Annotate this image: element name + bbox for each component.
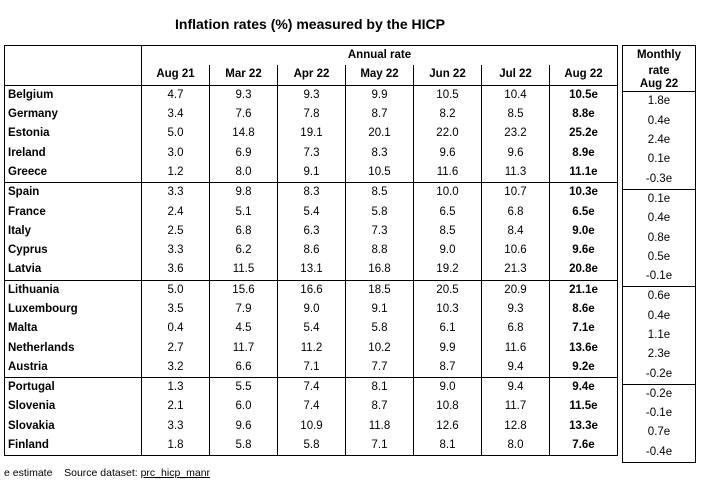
value-cell: 9.9 (346, 85, 414, 105)
value-cell: 11.6 (414, 163, 482, 183)
value-cell: 23.2 (482, 124, 550, 143)
table-row (623, 267, 696, 287)
value-cell: 20.9 (482, 280, 550, 300)
value-cell: 19.2 (414, 260, 482, 280)
table-row (5, 241, 618, 260)
table-row (5, 397, 618, 416)
value-cell: 7.6e (550, 436, 618, 456)
monthly-value-cell: -0.1e (623, 404, 696, 423)
table-row (623, 287, 696, 307)
value-cell: 6.8 (482, 202, 550, 221)
value-cell: 3.2 (142, 358, 210, 378)
table-row (5, 202, 618, 221)
value-cell: 10.9 (278, 417, 346, 436)
estimate-note: e estimate (4, 467, 53, 479)
value-cell: 7.7 (346, 358, 414, 378)
monthly-value-cell: 0.1e (623, 150, 696, 169)
value-cell: 10.3 (414, 300, 482, 319)
value-cell: 8.5 (414, 222, 482, 241)
value-cell: 9.0 (414, 378, 482, 398)
monthly-header (623, 46, 696, 66)
table-row (5, 436, 618, 456)
value-cell: 9.4 (482, 358, 550, 378)
value-cell: 5.5 (210, 378, 278, 398)
table-row (623, 423, 696, 442)
monthly-rate-table (622, 45, 696, 463)
value-cell: 11.5e (550, 397, 618, 416)
value-cell: 11.6 (482, 338, 550, 357)
country-cell: Belgium (5, 85, 142, 105)
value-cell: 7.8 (278, 105, 346, 124)
value-cell: 20.8e (550, 260, 618, 280)
value-cell: 6.6 (210, 358, 278, 378)
value-cell: 15.6 (210, 280, 278, 300)
table-row (623, 364, 696, 384)
value-cell: 4.5 (210, 319, 278, 338)
value-cell: 8.4 (482, 222, 550, 241)
value-cell: 20.1 (346, 124, 414, 143)
annual-rate-header: Annual rate (142, 46, 618, 66)
annual-rate-table (4, 45, 618, 456)
value-cell: 9.2e (550, 358, 618, 378)
footer-note (4, 467, 210, 479)
value-cell: 20.5 (414, 280, 482, 300)
value-cell: 13.6e (550, 338, 618, 357)
monthly-column-label: Aug 22 (639, 78, 679, 91)
value-cell: 9.6 (482, 143, 550, 162)
table-title: Inflation rates (%) measured by the HICP (175, 16, 445, 32)
value-cell: 10.7 (482, 183, 550, 203)
value-cell: 11.8 (346, 417, 414, 436)
value-cell: 19.1 (278, 124, 346, 143)
value-cell: 1.8 (142, 436, 210, 456)
monthly-value-cell: 0.6e (623, 287, 696, 307)
value-cell: 5.4 (278, 202, 346, 221)
value-cell: 12.6 (414, 417, 482, 436)
country-cell: Spain (5, 183, 142, 203)
monthly-header-line1: Monthly (636, 49, 682, 62)
value-cell: 11.7 (210, 338, 278, 357)
value-cell: 11.2 (278, 338, 346, 357)
monthly-value-cell: 0.4e (623, 307, 696, 326)
value-cell: 7.1e (550, 319, 618, 338)
value-cell: 8.0 (482, 436, 550, 456)
country-cell: Latvia (5, 260, 142, 280)
country-cell: France (5, 202, 142, 221)
value-cell: 8.7 (414, 358, 482, 378)
value-cell: 6.1 (414, 319, 482, 338)
monthly-value-cell: -0.4e (623, 443, 696, 463)
value-cell: 3.0 (142, 143, 210, 162)
value-cell: 6.5 (414, 202, 482, 221)
value-cell: 3.6 (142, 260, 210, 280)
value-cell: 7.1 (278, 358, 346, 378)
value-cell: 14.8 (210, 124, 278, 143)
table-row (5, 280, 618, 300)
value-cell: 6.3 (278, 222, 346, 241)
country-cell: Finland (5, 436, 142, 456)
value-cell: 8.8 (346, 241, 414, 260)
value-cell: 3.3 (142, 241, 210, 260)
table-row (5, 417, 618, 436)
monthly-value-cell: 1.1e (623, 326, 696, 345)
column-header: Aug 22 (550, 65, 618, 85)
country-cell: Estonia (5, 124, 142, 143)
value-cell: 6.0 (210, 397, 278, 416)
value-cell: 8.6e (550, 300, 618, 319)
value-cell: 3.3 (142, 183, 210, 203)
country-cell: Lithuania (5, 280, 142, 300)
table-row (623, 169, 696, 189)
monthly-value-cell: -0.2e (623, 364, 696, 384)
monthly-value-cell: 0.1e (623, 189, 696, 209)
table-row (623, 326, 696, 345)
value-cell: 10.2 (346, 338, 414, 357)
value-cell: 8.0 (210, 163, 278, 183)
table-row (623, 92, 696, 112)
table-row (5, 143, 618, 162)
column-header: Jul 22 (482, 65, 550, 85)
monthly-value-cell: -0.1e (623, 267, 696, 287)
table-row (5, 85, 618, 105)
value-cell: 9.1 (278, 163, 346, 183)
value-cell: 13.3e (550, 417, 618, 436)
value-cell: 21.1e (550, 280, 618, 300)
table-row (5, 183, 618, 203)
value-cell: 13.1 (278, 260, 346, 280)
value-cell: 9.4e (550, 378, 618, 398)
monthly-value-cell: -0.3e (623, 169, 696, 189)
table-row (5, 163, 618, 183)
monthly-rate-body (623, 92, 696, 463)
value-cell: 9.9 (414, 338, 482, 357)
country-cell: Italy (5, 222, 142, 241)
value-cell: 7.4 (278, 397, 346, 416)
value-cell: 10.3e (550, 183, 618, 203)
monthly-header-line2-cell (623, 65, 696, 92)
source-dataset-link[interactable]: prc_hicp_manr (140, 467, 211, 479)
value-cell: 7.9 (210, 300, 278, 319)
value-cell: 16.6 (278, 280, 346, 300)
monthly-header-line2: rate (648, 65, 670, 78)
country-cell: Portugal (5, 378, 142, 398)
value-cell: 0.4 (142, 319, 210, 338)
value-cell: 3.5 (142, 300, 210, 319)
monthly-value-cell: 0.7e (623, 423, 696, 442)
value-cell: 10.5 (346, 163, 414, 183)
value-cell: 2.5 (142, 222, 210, 241)
value-cell: 10.5e (550, 85, 618, 105)
value-cell: 11.5 (210, 260, 278, 280)
value-cell: 9.0e (550, 222, 618, 241)
table-row (623, 112, 696, 131)
value-cell: 7.6 (210, 105, 278, 124)
column-header: Jun 22 (414, 65, 482, 85)
country-cell: Malta (5, 319, 142, 338)
value-cell: 9.1 (346, 300, 414, 319)
value-cell: 10.6 (482, 241, 550, 260)
country-cell: Cyprus (5, 241, 142, 260)
value-cell: 9.3 (482, 300, 550, 319)
value-cell: 8.6 (278, 241, 346, 260)
table-row (623, 384, 696, 404)
value-cell: 9.0 (278, 300, 346, 319)
country-cell: Germany (5, 105, 142, 124)
table-row (5, 105, 618, 124)
country-cell: Netherlands (5, 338, 142, 357)
table-row (5, 260, 618, 280)
table-row (5, 358, 618, 378)
value-cell: 10.5 (414, 85, 482, 105)
table-row (623, 150, 696, 169)
value-cell: 5.4 (278, 319, 346, 338)
value-cell: 18.5 (346, 280, 414, 300)
monthly-value-cell: 2.4e (623, 131, 696, 150)
value-cell: 8.3 (278, 183, 346, 203)
value-cell: 6.8 (482, 319, 550, 338)
value-cell: 2.1 (142, 397, 210, 416)
country-cell: Greece (5, 163, 142, 183)
table-row (623, 307, 696, 326)
value-cell: 22.0 (414, 124, 482, 143)
monthly-value-cell: -0.2e (623, 384, 696, 404)
value-cell: 12.8 (482, 417, 550, 436)
value-cell: 5.8 (278, 436, 346, 456)
value-cell: 7.4 (278, 378, 346, 398)
country-header-cell (5, 46, 142, 66)
value-cell: 8.2 (414, 105, 482, 124)
value-cell: 10.8 (414, 397, 482, 416)
table-row (623, 209, 696, 228)
value-cell: 8.7 (346, 105, 414, 124)
value-cell: 11.3 (482, 163, 550, 183)
value-cell: 6.5e (550, 202, 618, 221)
value-cell: 8.5 (482, 105, 550, 124)
table-row (623, 345, 696, 364)
monthly-value-cell: 2.3e (623, 345, 696, 364)
country-cell: Slovenia (5, 397, 142, 416)
value-cell: 3.3 (142, 417, 210, 436)
value-cell: 2.4 (142, 202, 210, 221)
value-cell: 8.8e (550, 105, 618, 124)
table-row (623, 189, 696, 209)
table-row (623, 131, 696, 150)
value-cell: 8.9e (550, 143, 618, 162)
value-cell: 6.2 (210, 241, 278, 260)
value-cell: 3.4 (142, 105, 210, 124)
table-row (623, 228, 696, 247)
column-header-row (5, 65, 618, 85)
table-row (5, 319, 618, 338)
country-cell: Slovakia (5, 417, 142, 436)
monthly-value-cell: 0.4e (623, 209, 696, 228)
value-cell: 9.6 (414, 143, 482, 162)
value-cell: 9.3 (278, 85, 346, 105)
column-header: Mar 22 (210, 65, 278, 85)
country-cell: Luxembourg (5, 300, 142, 319)
country-cell: Ireland (5, 143, 142, 162)
value-cell: 4.7 (142, 85, 210, 105)
table-row (623, 443, 696, 463)
value-cell: 9.8 (210, 183, 278, 203)
table-row (5, 338, 618, 357)
value-cell: 5.8 (346, 202, 414, 221)
value-cell: 1.3 (142, 378, 210, 398)
monthly-value-cell: 0.4e (623, 112, 696, 131)
value-cell: 6.9 (210, 143, 278, 162)
table-row (5, 222, 618, 241)
value-cell: 9.6 (210, 417, 278, 436)
value-cell: 25.2e (550, 124, 618, 143)
value-cell: 9.6e (550, 241, 618, 260)
value-cell: 8.7 (346, 397, 414, 416)
value-cell: 9.0 (414, 241, 482, 260)
source-label: Source dataset: (64, 467, 138, 479)
table-row (5, 124, 618, 143)
value-cell: 11.7 (482, 397, 550, 416)
value-cell: 7.3 (346, 222, 414, 241)
annual-rate-body (5, 85, 618, 456)
value-cell: 11.1e (550, 163, 618, 183)
value-cell: 10.4 (482, 85, 550, 105)
value-cell: 5.0 (142, 280, 210, 300)
table-row (5, 300, 618, 319)
country-cell: Austria (5, 358, 142, 378)
monthly-value-cell: 0.8e (623, 228, 696, 247)
value-cell: 16.8 (346, 260, 414, 280)
value-cell: 5.8 (210, 436, 278, 456)
value-cell: 8.1 (414, 436, 482, 456)
monthly-value-cell: 0.5e (623, 248, 696, 267)
value-cell: 8.3 (346, 143, 414, 162)
column-header: Aug 21 (142, 65, 210, 85)
value-cell: 9.3 (210, 85, 278, 105)
value-cell: 8.5 (346, 183, 414, 203)
value-cell: 10.0 (414, 183, 482, 203)
value-cell: 9.4 (482, 378, 550, 398)
value-cell: 8.1 (346, 378, 414, 398)
monthly-value-cell: 1.8e (623, 92, 696, 112)
value-cell: 5.0 (142, 124, 210, 143)
table-row (623, 248, 696, 267)
table-row (5, 378, 618, 398)
column-header: May 22 (346, 65, 414, 85)
value-cell: 6.8 (210, 222, 278, 241)
table-row (623, 404, 696, 423)
column-header: Apr 22 (278, 65, 346, 85)
value-cell: 2.7 (142, 338, 210, 357)
value-cell: 5.8 (346, 319, 414, 338)
value-cell: 5.1 (210, 202, 278, 221)
value-cell: 7.3 (278, 143, 346, 162)
value-cell: 21.3 (482, 260, 550, 280)
value-cell: 7.1 (346, 436, 414, 456)
value-cell: 1.2 (142, 163, 210, 183)
